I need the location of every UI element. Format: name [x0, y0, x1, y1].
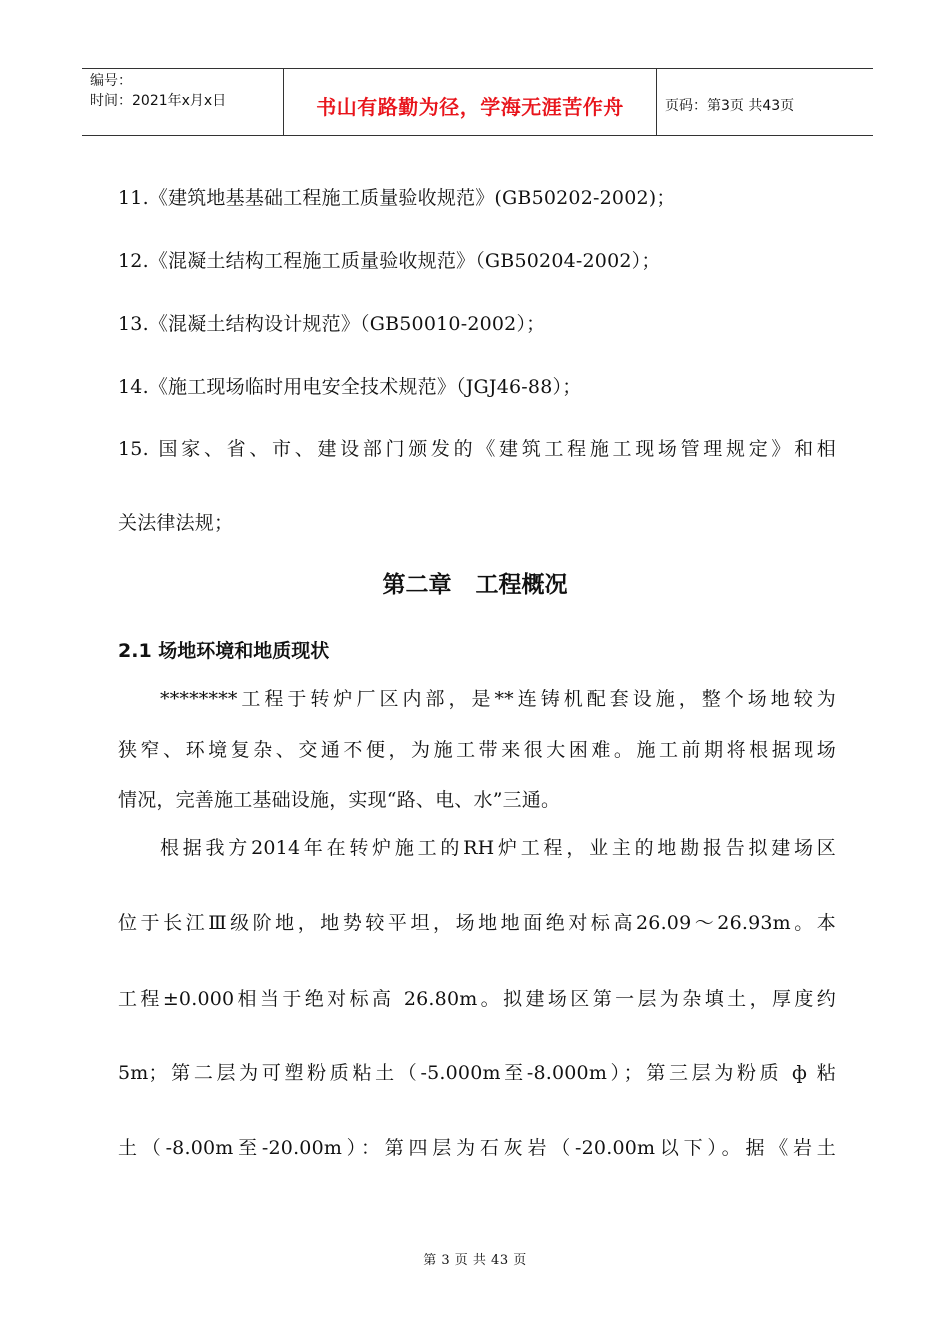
reference-item-12: 12.《混凝土结构工程施工质量验收规范》（GB50204-2002）；: [118, 250, 661, 272]
reference-item-14: 14.《施工现场临时用电安全技术规范》（JGJ46-88）；: [118, 376, 582, 398]
paragraph1-line-3: 情况，完善施工基础设施，实现“路、电、水”三通。: [118, 789, 561, 811]
header-meta: [82, 69, 284, 135]
reference-item-11: 11.《建筑地基基础工程施工质量验收规范》(GB50202-2002)；: [118, 187, 676, 209]
reference-item-13: 13.《混凝土结构设计规范》（GB50010-2002）；: [118, 313, 546, 335]
paragraph2-line-5: 土（-8.00m至-20.00m）：第四层为石灰岩（-20.00m以下）。据《岩土: [118, 1137, 836, 1159]
paragraph1-line-1: ********工程于转炉厂区内部，是**连铸机配套设施，整个场地较为: [160, 688, 836, 710]
header-page-info: 页码：第3页 共43页: [665, 98, 795, 114]
paragraph1-line-2: 狭窄、环境复杂、交通不便，为施工带来很大困难。施工前期将根据现场: [118, 739, 836, 761]
page-footer: 第 3 页 共 43 页: [423, 1253, 527, 1268]
chapter-title: 第二章 工程概况: [382, 572, 568, 598]
paragraph2-line-1: 根据我方2014年在转炉施工的RH炉工程，业主的地勘报告拟建场区: [160, 837, 836, 859]
reference-item-15-cont: 关法律法规；: [118, 512, 234, 534]
paragraph2-line-3: 工程±0.000相当于绝对标高 26.80m。拟建场区第一层为杂填土，厚度约: [118, 988, 836, 1010]
section-title: 2.1 场地环境和地质现状: [118, 640, 330, 662]
document-number-label: 编号：: [90, 73, 132, 89]
paragraph2-line-4: 5m；第二层为可塑粉质粘土（-5.000m至-8.000m）；第三层为粉质 ф 粘: [118, 1062, 836, 1084]
page-header: [82, 68, 873, 136]
reference-item-15: 15. 国家、省、市、建设部门颁发的《建筑工程施工现场管理规定》和相: [118, 438, 836, 460]
paragraph2-line-2: 位于长江Ⅲ级阶地，地势较平坦，场地地面绝对标高26.09～26.93m。本: [118, 912, 836, 934]
header-motto: 书山有路勤为径，学海无涯苦作舟: [284, 69, 657, 135]
document-time-label: 时间：2021年x月x日: [90, 93, 227, 109]
